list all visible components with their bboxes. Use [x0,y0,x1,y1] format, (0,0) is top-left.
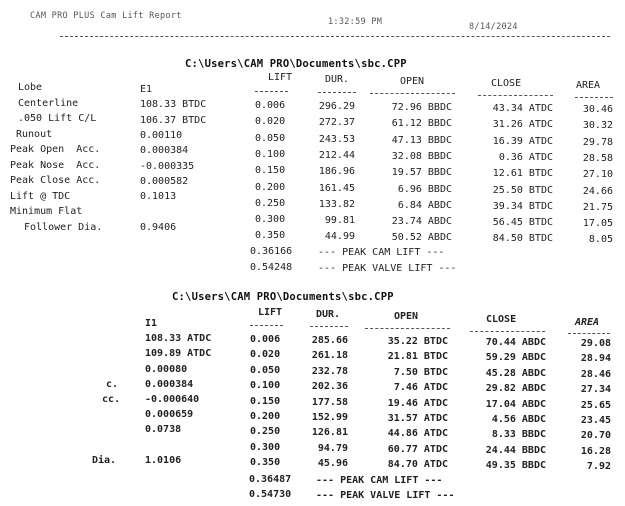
dur-cell: 99.81 [324,215,355,227]
open-cell: 50.52 ABDC [391,232,452,244]
spec-value: 0.00080 [145,363,188,375]
lift-cell: 0.200 [255,181,286,193]
close-cell: 4.56 ABDC [491,414,546,425]
close-cell: 49.35 BBDC [485,460,546,472]
lift-cell: 0.250 [255,197,286,209]
area-cell: 28.58 [582,152,613,164]
lift-cell: 0.006 [255,100,286,111]
open-cell: 7.50 BTDC [393,366,448,378]
spec-value: E1 [140,84,153,95]
spec-value: 0.000384 [140,145,189,157]
exhaust-file-path: C:\Users\CAM PRO\Documents\sbc.CPP [185,58,407,70]
spec-value: 0.9406 [140,221,177,233]
close-cell: 12.61 BTDC [492,168,553,180]
dur-cell: 202.36 [311,381,348,393]
open-cell: 21.81 BTDC [387,351,448,363]
lift-cell: 0.100 [250,380,281,392]
open-cell: 6.84 ABDC [397,199,452,211]
spec-label: Runout [16,128,53,140]
dur-cell: 232.78 [311,365,348,377]
spec-label: Lobe [18,82,43,93]
area-cell: 29.08 [580,338,611,349]
area-cell: 16.28 [580,445,611,457]
report-date: 8/14/2024 [469,22,518,32]
spec-label: Peak Close Acc. [10,175,101,186]
close-cell: 84.50 BTDC [492,233,553,245]
col-area-header-2: AREA [575,317,600,328]
spec-label: Follower Dia. [24,221,103,233]
open-cell: 19.57 BBDC [391,167,452,179]
col-dur-header-2: DUR. [316,309,341,320]
open-cell: 31.57 ATDC [387,413,448,424]
open-cell: 61.12 BBDC [391,118,452,130]
dur-cell: 161.45 [318,182,355,194]
intake-peak-valve-label: --- PEAK VALVE LIFT --- [316,490,455,501]
area-cell: 27.10 [582,169,613,181]
open-cell: 32.08 BBDC [391,150,452,162]
spec-value: 0.000384 [145,378,194,390]
area-cell: 20.70 [580,430,611,442]
area-cell: 8.05 [588,234,613,246]
lift-cell: 0.300 [255,214,286,226]
open-cell: 72.96 BBDC [391,102,452,113]
intake-peak-cam-label: --- PEAK CAM LIFT --- [316,475,443,486]
open-cell: 6.96 BBDC [397,183,452,195]
lift-cell: 0.350 [250,457,281,469]
dur-cell: 243.53 [318,133,355,145]
col-open-header-2: OPEN [394,311,419,322]
dur-cell: 186.96 [318,166,355,178]
spec-label: Centerline [18,97,79,109]
intake-file-path: C:\Users\CAM PRO\Documents\sbc.CPP [172,291,394,303]
open-cell: 84.70 ATDC [387,459,448,471]
intake-peak-cam-value: 0.36487 [249,474,292,485]
lift-cell: 0.050 [255,132,286,144]
lift-cell: 0.020 [255,116,286,128]
lift-cell: 0.050 [250,364,281,376]
lift-cell: 0.250 [250,426,281,438]
exhaust-peak-cam-value: 0.36166 [250,246,293,257]
spec-label: Peak Open Acc. [10,144,101,155]
spec-value: 109.89 ATDC [145,348,212,360]
col-dur-header: DUR. [325,74,350,85]
close-cell: 45.28 ABDC [485,367,546,379]
spec-value: I1 [145,318,158,329]
exhaust-peak-valve-value: 0.54248 [250,262,293,273]
close-cell: 24.44 BBDC [485,444,546,456]
area-cell: 30.46 [582,104,613,115]
spec-value: 108.33 BTDC [140,99,207,111]
close-cell: 43.34 ATDC [492,103,553,114]
spec-value: -0.000335 [140,160,195,172]
spec-label: cc. [102,394,121,405]
area-cell: 23.45 [580,415,611,426]
dur-cell: 94.79 [317,442,348,454]
area-cell: 25.65 [580,399,611,411]
area-cell: 28.46 [580,368,611,380]
close-cell: 0.36 ATDC [498,151,553,163]
area-cell: 29.78 [582,136,613,148]
dur-cell: 133.82 [318,198,355,210]
close-cell: 25.50 BTDC [492,184,553,196]
col-close-header-2: CLOSE [486,314,517,325]
area-cell: 7.92 [586,461,611,473]
dur-cell: 212.44 [318,149,355,161]
spec-label: Dia. [92,454,117,466]
close-cell: 39.34 BTDC [492,200,553,212]
open-cell: 35.22 BTDC [387,336,448,347]
open-cell: 7.46 ATDC [393,382,448,394]
spec-label: Minimum Flat [10,206,83,217]
area-cell: 24.66 [582,185,613,197]
lift-cell: 0.200 [250,411,281,422]
dur-cell: 45.96 [317,458,348,470]
col-close-header: CLOSE [491,78,522,89]
spec-label: .050 Lift C/L [18,113,97,124]
spec-value: 1.0106 [145,454,182,466]
open-cell: 47.13 BBDC [391,134,452,146]
col-area-header: AREA [576,80,601,91]
header-divider [60,36,610,37]
report-title: CAM PRO PLUS Cam Lift Report [30,11,182,21]
lift-cell: 0.150 [255,165,286,177]
dur-cell: 272.37 [318,117,355,129]
spec-value: 108.33 ATDC [145,333,212,345]
area-cell: 28.94 [580,353,611,365]
spec-value: 106.37 BTDC [140,114,207,126]
lift-cell: 0.020 [250,349,281,361]
close-cell: 56.45 BTDC [492,217,553,229]
area-cell: 27.34 [580,384,611,396]
dur-cell: 126.81 [311,427,348,439]
spec-value: 0.000659 [145,409,194,421]
open-cell: 44.86 ATDC [387,428,448,440]
col-open-header: OPEN [400,76,425,87]
close-cell: 16.39 ATDC [492,135,553,147]
spec-value: 0.0738 [145,424,182,436]
spec-value: 0.00110 [140,129,183,141]
lift-cell: 0.300 [250,441,281,453]
lift-cell: 0.150 [250,395,281,407]
spec-value: -0.000640 [145,394,200,405]
spec-label: c. [106,378,119,390]
dur-cell: 296.29 [318,101,355,112]
close-cell: 70.44 ABDC [485,337,546,348]
dur-cell: 177.58 [311,396,348,408]
lift-cell: 0.350 [255,230,286,242]
open-cell: 60.77 ATDC [387,443,448,455]
dur-cell: 261.18 [311,350,348,362]
close-cell: 8.33 BBDC [491,429,546,441]
close-cell: 17.04 ABDC [485,398,546,410]
dur-cell: 44.99 [324,231,355,243]
close-cell: 31.26 ATDC [492,119,553,131]
close-cell: 29.82 ABDC [485,383,546,395]
col-lift-header-2: LIFT [258,307,283,318]
spec-value: 0.000582 [140,175,189,187]
spec-value: 0.1013 [140,191,177,203]
exhaust-peak-valve-label: --- PEAK VALVE LIFT --- [318,263,457,274]
intake-peak-valve-value: 0.54730 [249,489,292,500]
col-lift-header: LIFT [268,72,293,83]
close-cell: 59.29 ABDC [485,352,546,364]
spec-label: Lift @ TDC [10,190,71,202]
open-cell: 23.74 ABDC [391,216,452,228]
exhaust-peak-cam-label: --- PEAK CAM LIFT --- [318,247,445,258]
report-time: 1:32:59 PM [328,17,383,27]
lift-cell: 0.006 [250,334,281,345]
area-cell: 30.32 [582,120,613,132]
dur-cell: 152.99 [311,412,348,423]
spec-label: Peak Nose Acc. [10,159,101,171]
area-cell: 17.05 [582,218,613,230]
lift-cell: 0.100 [255,148,286,160]
area-cell: 21.75 [582,201,613,213]
dur-cell: 285.66 [311,335,348,346]
open-cell: 19.46 ATDC [387,397,448,409]
